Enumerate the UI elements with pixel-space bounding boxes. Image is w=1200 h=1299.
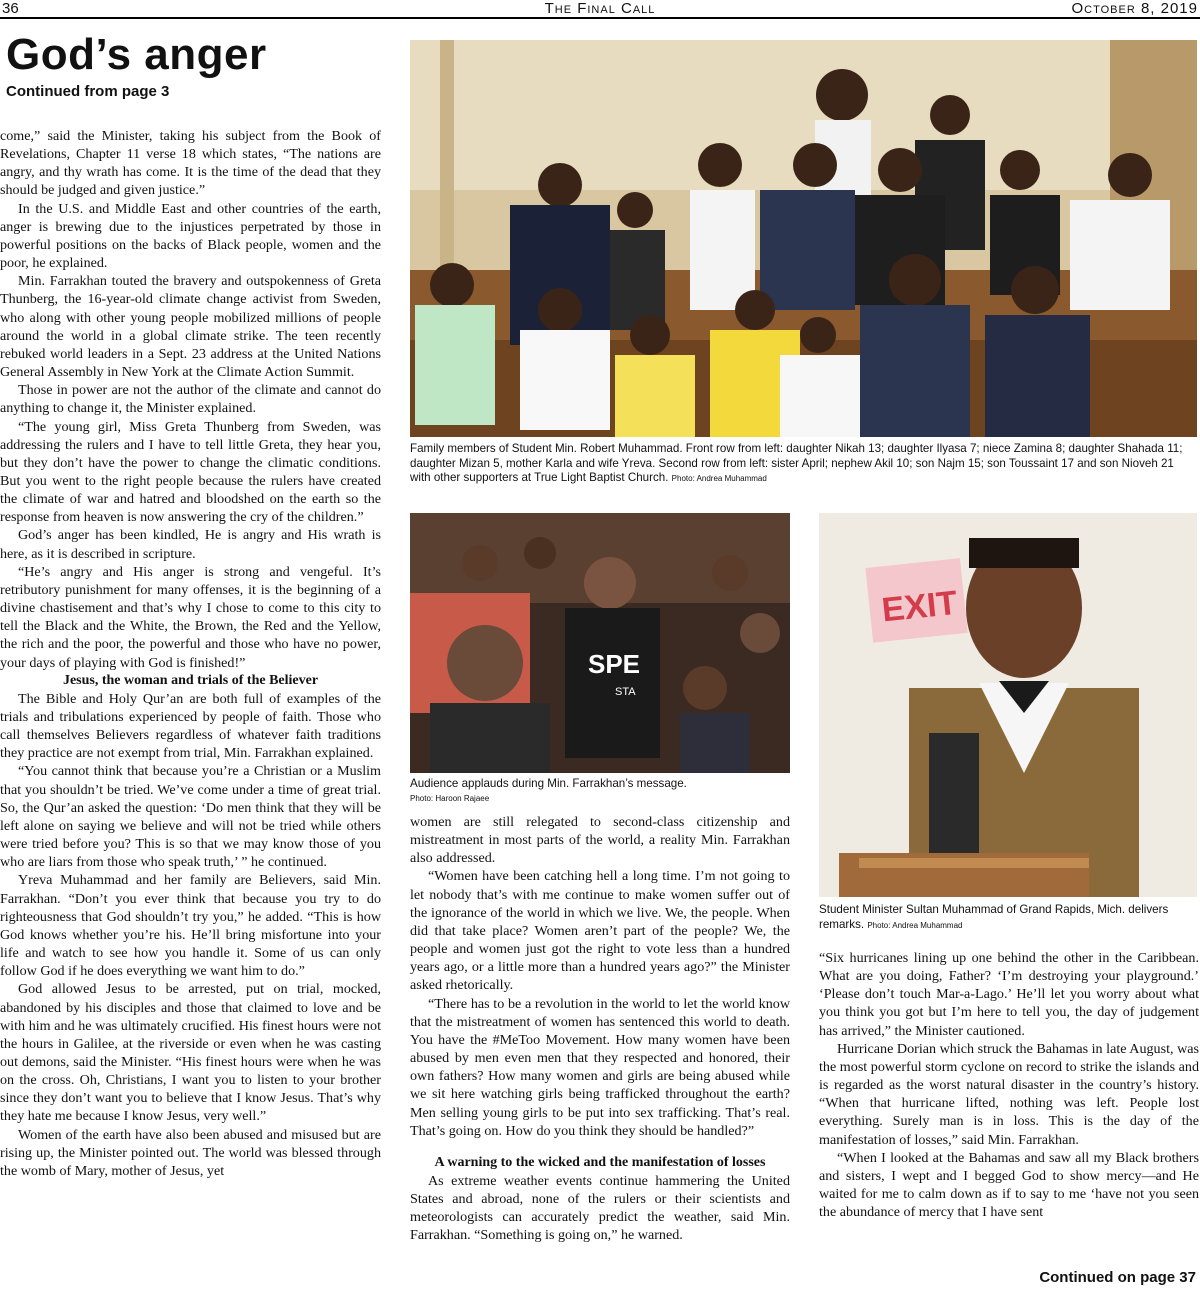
headline: God’s anger — [6, 30, 267, 79]
paragraph: “He’s angry and His anger is strong and vengeful. It’s retributory punishment for many offenses, it is the beginning of a divine chastisement and that’s why I chose to come to this city to tell the Black and the White, the Brown, the Red and the Yellow, the rich and the poor, the powerful and those who have no power, your days of playing with God is finished!” — [0, 563, 381, 671]
paragraph: God allowed Jesus to be arrested, put on trial, mocked, abandoned by his disciples and those that claimed to love and be with him and he was ultimately crucified. His finest hours were not the hours in Galilee, at the riverside or even when he was casting out demons, said the Minister. “His finest hours were when he was on the cross. Oh, Christians, I want you to listen to your brother since they don’t want you to believe that I know Jesus. That’s why they hate me because I know Jesus, very well.” — [0, 981, 381, 1125]
family-photo — [410, 40, 1197, 437]
caption-text: Family members of Student Min. Robert Muhammad. Front row from left: daughter Nikah 13; daughter Ilyasa 7; niece Zamina 8; daughter Shahada 11; daughter Mizan 5, mother Karla and wife Yreva. Second row from left: sister April; nephew Akil 10; son Najm 15; son Toussaint 17 and son Nioveh 21 with other supporters at True Light Baptist Church. — [410, 442, 1183, 484]
audience-photo — [410, 513, 790, 773]
caption-text: Audience applauds during Min. Farrakhan’s message. — [410, 777, 687, 790]
speaker-photo-image — [819, 513, 1197, 897]
subhead: A warning to the wicked and the manifestation of losses — [434, 1154, 766, 1170]
paragraph: “When I looked at the Bahamas and saw all my Black brothers and sisters, I wept and I begged God to show mercy—and He waited for me to calm down as if to say to me ‘have not you seen the abundance of mercy that I have sent — [819, 1149, 1199, 1221]
speaker-photo — [819, 513, 1197, 897]
paragraph: “Six hurricanes lining up one behind the other in the Caribbean. What are you doing, Father? ‘I’m destroying your playground.’ ‘Please don’t touch Mar-a-Lago.’ He’ll let you worry about what you think you got but I’m here to tell you, the day of judgement has arrived,” the Minister cautioned. — [819, 950, 1199, 1039]
subhead: Jesus, the woman and trials of the Believer — [62, 672, 319, 688]
exit-sign-text: EXIT — [879, 583, 960, 630]
paragraph: Yreva Muhammad and her family are Believers, said Min. Farrakhan. “Don’t you ever think that because you try to do righteousness that God shouldn’t try you,” he added. “This is how God knows whether you’re his. He’ll bring misfortune into your life and watch to see how you handle it. Some of us can only follow God if he does everything we want him to do.” — [0, 872, 381, 980]
paragraph: Those in power are not the author of the climate and cannot do anything to change it, the Minister explained. — [0, 382, 381, 417]
paragraph: “There has to be a revolution in the world to let the world know that the mistreatment of women has sentenced this world to death. You have the #MeToo Movement. How many women have been abused by men even men that they respected and honored, their own fathers? How many women and girls are being abused while we sit here watching girls being trafficked throughout the earth? Men selling young girls to be put into sex trafficking. That’s real. That’s going on. How do you think they should be handled?” — [410, 995, 790, 1139]
article-column-2 — [410, 813, 790, 1293]
paragraph: The Bible and Holy Qur’an are both full of examples of the trials and tribulations experienced by people of faith. Those who call themselves Believers regardless of whatever faith traditions they practice are not exempt from trial, Min. Farrakhan explained. — [0, 690, 381, 762]
shirt-print: SPE — [588, 649, 641, 679]
paragraph: “You cannot think that because you’re a Christian or a Muslim that you shouldn’t be tried. We’ve come under a time of great trial. So, the Qur’an asked the question: ‘Do men think that they will be left alone on saying we believe and will not be tried while others were tried before you? This is so that we may know those of you who are liars from those who speak truth,’ ” he continued. — [0, 763, 381, 871]
article-column-1 — [0, 127, 381, 1299]
continued-from: Continued from page 3 — [6, 83, 170, 100]
photo-credit: Photo: Andrea Muhammad — [867, 920, 963, 930]
paragraph: Min. Farrakhan touted the bravery and outspokenness of Greta Thunberg, the 16-year-old climate change activist from Sweden, who along with other young people mobilized millions of people around the world in a global climate strike. The teen recently rebuked world leaders in a Sept. 23 address at the United Nations General Assembly in New York at the Climate Action Summit. — [0, 273, 381, 381]
paragraph: come,” said the Minister, taking his subject from the Book of Revelations, Chapter 11 verse 18 which states, “The nations are angry, and thy wrath has come. It is the time of the dead that they should be judged and given justice.” — [0, 128, 381, 199]
paragraph: In the U.S. and Middle East and other countries of the earth, anger is brewing due to the injustices perpetrated by those in powerful positions on the backs of Black people, women and the poor, he explained. — [0, 200, 381, 272]
family-photo-image — [410, 40, 1197, 437]
family-photo-caption — [410, 442, 1197, 487]
paragraph: “Women have been catching hell a long time. I’m not going to let nobody that’s with me continue to make women suffer out of the ignorance of the world in which we live. We, the people. When did that take place? Women aren’t part of the people? We, the people and women just got the right to vote less than a hundred years ago, or a little more than a hundred years ago?” the Minister asked rhetorically. — [410, 868, 790, 994]
speaker-photo-caption — [819, 903, 1197, 933]
paragraph: women are still relegated to second-class citizenship and mistreatment in most parts of the world, a reality Min. Farrakhan also addressed. — [410, 814, 790, 867]
audience-photo-image — [410, 513, 790, 773]
photo-credit: Photo: Haroon Rajaee — [410, 793, 490, 803]
paragraph: “The young girl, Miss Greta Thunberg from Sweden, was addressing the rulers and I have to tell little Greta, they hear you, but they don’t have the power to change the climatic conditions. But you went to the right people because the rulers have created the climate of war and hatred and bloodshed on the earth so the response from heaven is now answering the cry of the children.” — [0, 418, 381, 526]
continued-on: Continued on page 37 — [1039, 1269, 1196, 1286]
issue-date: October 8, 2019 — [1071, 0, 1198, 17]
publication-name: The Final Call — [544, 0, 656, 17]
paragraph: Women of the earth have also been abused and misused but are rising up, the Minister pointed out. The world was blessed through the womb of Mary, mother of Jesus, yet — [0, 1126, 381, 1179]
caption-text: Student Minister Sultan Muhammad of Grand Rapids, Mich. delivers remarks. — [819, 903, 1169, 931]
article-column-3 — [819, 949, 1199, 1261]
paragraph: Hurricane Dorian which struck the Bahamas in late August, was the most powerful storm cyclone on record to strike the islands and is regarded as the worst natural disaster in the country’s history. “When that hurricane lifted, nothing was left. People lost everything. Surely man is in loss. This is the day of the manifestation of losses,” said Min. Farrakhan. — [819, 1040, 1199, 1148]
shirt-print-2: STA — [615, 686, 636, 698]
paragraph: As extreme weather events continue hammering the United States and abroad, none of the rulers or their scientists and meteorologists can accurately predict the weather, said Min. Farrakhan. “Something is going on,” he warned. — [410, 1172, 790, 1244]
audience-photo-caption — [410, 777, 790, 806]
header-rule — [0, 17, 1200, 19]
photo-credit: Photo: Andrea Muhammad — [671, 474, 767, 483]
page-number: 36 — [2, 0, 19, 17]
paragraph: God’s anger has been kindled, He is angry and His wrath is here, as it is described in scripture. — [0, 527, 381, 562]
